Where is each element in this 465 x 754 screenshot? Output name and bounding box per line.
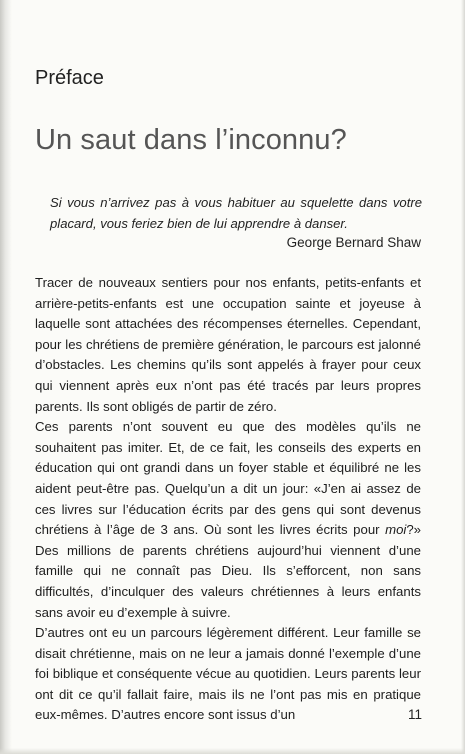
page-number: 11: [407, 707, 422, 722]
paragraph-2: [35, 417, 421, 623]
page-binding-shadow: [0, 0, 12, 754]
body-text: [35, 273, 421, 726]
page-bottom-shadow: [0, 748, 465, 754]
paragraph-2-emphasis: moi: [385, 522, 407, 538]
epigraph-quote: Si vous n’arrivez pas à vous habituer au squelette dans votre placard, vous feriez bien de lui apprendre à danser.: [50, 195, 422, 231]
chapter-title: Un saut dans l’inconnu?: [35, 124, 347, 156]
paragraph-1: Tracer de nouveaux sentiers pour nos enfants, petits-enfants et arrière-petits-enfants est une occupation sainte et joyeuse à laquelle sont attachées des récompenses éternelles. Cependant, pour les chrétiens de première génération, le parcours est jalonné d’obstacles. Les chemins qu’ils sont appelés à frayer pour ceux qui viennent après eux n’ont pas été tracés par leurs propres parents. Ils sont obligés de partir de zéro.: [35, 275, 421, 414]
page-edge-shadow: [461, 0, 465, 754]
paragraph-3: D’autres ont eu un parcours légèrement différent. Leur famille se disait chrétienne, mais on ne leur a jamais donné l’exemple d’une foi biblique et conséquente vécue au quotidien. Leurs parents leur ont dit ce qu’il fallait faire, mais ils ne l’ont pas mis en pratique eux-mêmes. D’autres encore sont issus d’un: [35, 625, 421, 723]
epigraph-author: George Bernard Shaw: [286, 235, 421, 250]
section-label: Préface: [35, 67, 104, 89]
paragraph-2-part-1: Ces parents n’ont souvent eu que des modèles qu’ils ne souhaitent pas imiter. Et, de ce fait, les conseils des experts en éducation qui ont grandi dans un foyer stable et équilibré ne les aident peut-être pas. Quelqu’un a dit un jour: «J’en ai assez de ces livres sur l’éducation écrits par des gens qui sont devenus chrétiens à l’âge de 3 ans. Où sont les livres écrits pour: [35, 419, 421, 538]
paragraph-2-part-2: ?» Des millions de parents chrétiens aujourd’hui viennent d’une famille qui ne connaît pas Dieu. Ils s’efforcent, non sans difficultés, d’inculquer des valeurs chrétiennes à leurs enfants sans avoir eu d’exemple à suivre.: [35, 522, 421, 620]
